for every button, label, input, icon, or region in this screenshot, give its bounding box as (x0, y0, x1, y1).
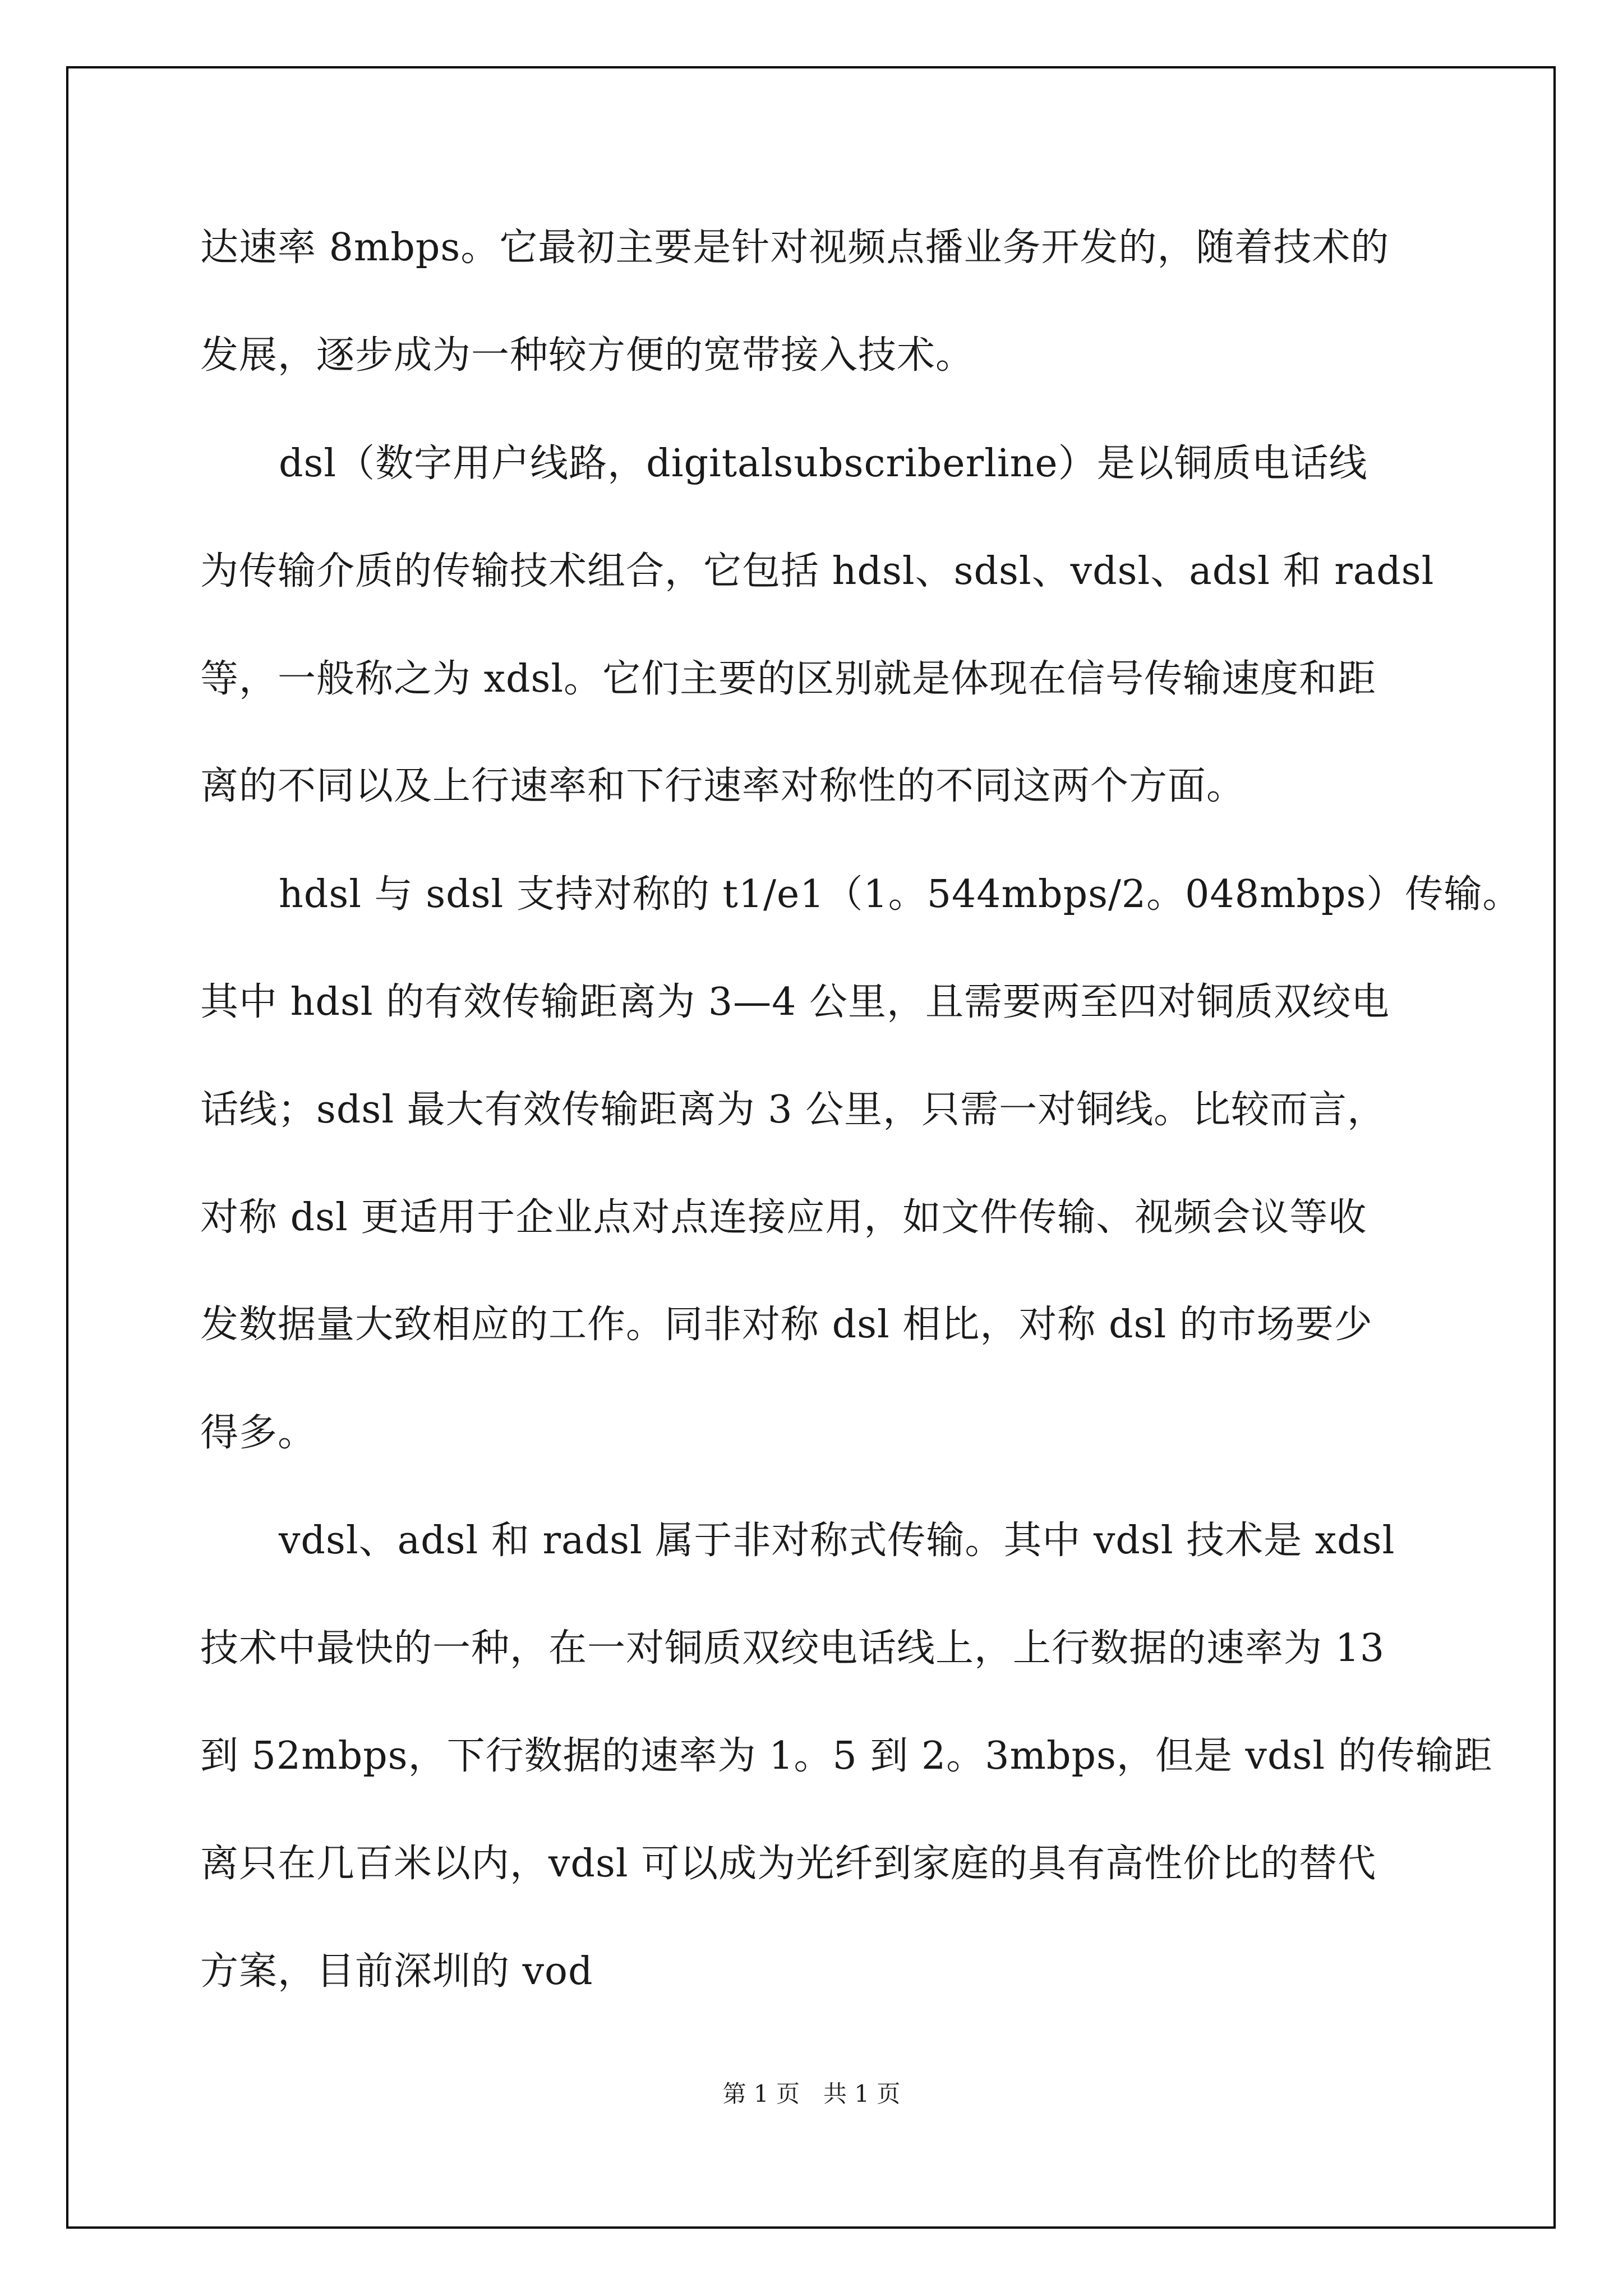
text-line: 达速率 8mbps。它最初主要是针对视频点播业务开发的，随着技术的 (200, 226, 1390, 270)
text-line: 为传输介质的传输技术组合，它包括 hdsl、sdsl、vdsl、adsl 和 radsl (200, 549, 1435, 593)
page-footer: 第 1 页 共 1 页 (722, 2080, 901, 2108)
text-line: 离的不同以及上行速率和下行速率对称性的不同这两个方面。 (200, 764, 1246, 808)
text-line: 发展，逐步成为一种较方便的宽带接入技术。 (200, 333, 975, 378)
paragraph-start-line: hdsl 与 sdsl 支持对称的 t1/e1（1。544mbps/2。048mbps）传输。 (279, 872, 1521, 917)
text-line: 话线；sdsl 最大有效传输距离为 3 公里，只需一对铜线。比较而言， (200, 1088, 1386, 1132)
text-line: 其中 hdsl 的有效传输距离为 3—4 公里，且需要两至四对铜质双绞电 (200, 980, 1390, 1024)
text-line: 技术中最快的一种，在一对铜质双绞电话线上，上行数据的速率为 13 (200, 1626, 1385, 1671)
text-line: 等，一般称之为 xdsl。它们主要的区别就是体现在信号传输速度和距 (200, 657, 1377, 701)
text-line: 对称 dsl 更适用于企业点对点连接应用，如文件传输、视频会议等收 (200, 1195, 1367, 1240)
text-line: 离只在几百米以内，vdsl 可以成为光纤到家庭的具有高性价比的替代 (200, 1842, 1377, 1886)
text-line: 得多。 (200, 1411, 317, 1455)
text-line: 到 52mbps，下行数据的速率为 1。5 到 2。3mbps，但是 vdsl 的传输距 (200, 1734, 1493, 1778)
paragraph-start-line: dsl（数字用户线路，digitalsubscriberline）是以铜质电话线 (279, 441, 1368, 486)
text-line: 方案，目前深圳的 vod (200, 1949, 593, 1994)
page-border (66, 66, 1556, 2229)
text-line: 发数据量大致相应的工作。同非对称 dsl 相比，对称 dsl 的市场要少 (200, 1303, 1373, 1347)
paragraph-start-line: vdsl、adsl 和 radsl 属于非对称式传输。其中 vdsl 技术是 xdsl (279, 1519, 1395, 1563)
